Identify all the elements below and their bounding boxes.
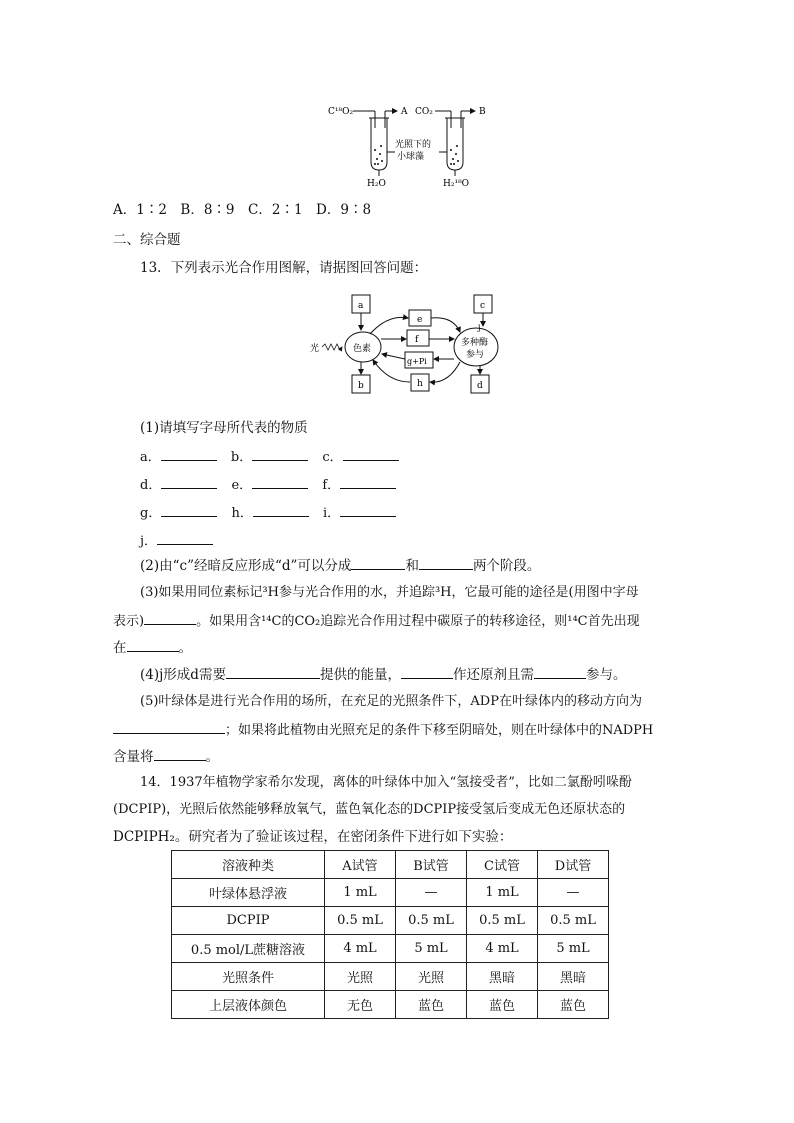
test-tube-figure [325,98,495,190]
fill-row: g． h． i． [140,502,396,521]
table-row: 0.5 mol/L蔗糖溶液 4 mL 5 mL 4 mL 5 mL [172,935,609,963]
right-input-label: CO₂ [415,107,433,117]
algae-label-2: 小球藻 [397,152,425,162]
svg-text:多种酶: 多种酶 [461,338,489,348]
q13-part2: (2)由“c”经暗反应形成“d”可以分成 和 两个阶段。 [140,555,540,576]
q14-line1: 14．1937年植物学家希尔发现，离体的叶绿体中加入“氢接受者”，比如二氯酚吲哚酚 [140,775,632,790]
q13-part5-line3: 含量将 。 [113,746,219,767]
left-water-label: H₂O [367,179,386,189]
q13-part3-line3: 在 。 [113,637,192,658]
product-a-label: A [401,107,408,117]
svg-text:j: j [478,323,481,332]
fill-row: d． e． f． [140,474,396,493]
svg-text:h: h [417,379,423,389]
q13-part4: (4)j形成d需要 提供的能量， 作还原剂且需 参与。 [140,664,626,685]
q13-part5-line2: ；如果将此植物由光照充足的条件下移至阴暗处，则在叶绿体中的NADPH [113,719,653,741]
q14-line2: (DCPIP)，光照后依然能够释放氧气，蓝色氧化态的DCPIP接受氢后变成无色还原状态的 [113,802,626,817]
fill-row: j． [140,530,213,549]
svg-text:a: a [358,301,364,311]
svg-text:f: f [415,335,419,345]
q13-stem: 13．下列表示光合作用图解，请据图回答问题： [140,260,428,276]
svg-text:参与: 参与 [466,350,485,360]
svg-text:色素: 色素 [353,344,372,354]
left-input-label: C¹⁸O₂ [328,107,354,117]
svg-text:光: 光 [310,344,320,354]
table-row: DCPIP 0.5 mL 0.5 mL 0.5 mL 0.5 mL [172,907,609,935]
svg-text:b: b [358,381,364,391]
svg-text:d: d [477,381,483,391]
q13-part3-line1: (3)如果用同位素标记³H参与光合作用的水，并追踪³H，它最可能的途径是(用图中字母 [140,585,639,600]
fill-row: a． b． c． [140,446,399,465]
right-water-label: H₂¹⁸O [443,179,470,189]
table-row: 上层液体颜色 无色 蓝色 蓝色 蓝色 [172,991,609,1019]
q12-options: A．1∶2 B．8∶9 C．2∶1 D．9∶8 [113,202,372,218]
table-header-row: 溶液种类 A试管 B试管 C试管 D试管 [172,851,609,879]
experiment-table [171,850,609,1019]
svg-text:c: c [480,301,486,311]
q13-part5-line1: (5)叶绿体是进行光合作用的场所，在充足的光照条件下，ADP在叶绿体内的移动方向为 [140,694,642,709]
table-row: 光照条件 光照 光照 黑暗 黑暗 [172,963,609,991]
q14-line3: DCPIPH₂。研究者为了验证该过程，在密闭条件下进行如下实验： [113,829,513,845]
photosynthesis-diagram [308,292,508,400]
q13-part1: (1)请填写字母所代表的物质 [140,420,308,436]
svg-text:g+Pi: g+Pi [407,357,427,366]
svg-text:e: e [417,315,423,325]
algae-label-1: 光照下的 [395,140,432,150]
section-title: 二、综合题 [113,232,181,248]
table-row: 叶绿体悬浮液 1 mL — 1 mL — [172,879,609,907]
q13-part3-line2: 表示) 。如果用含¹⁴C的CO₂追踪光合作用过程中碳原子的转移途径，则¹⁴C首先出现 [113,610,640,632]
product-b-label: B [479,107,486,117]
